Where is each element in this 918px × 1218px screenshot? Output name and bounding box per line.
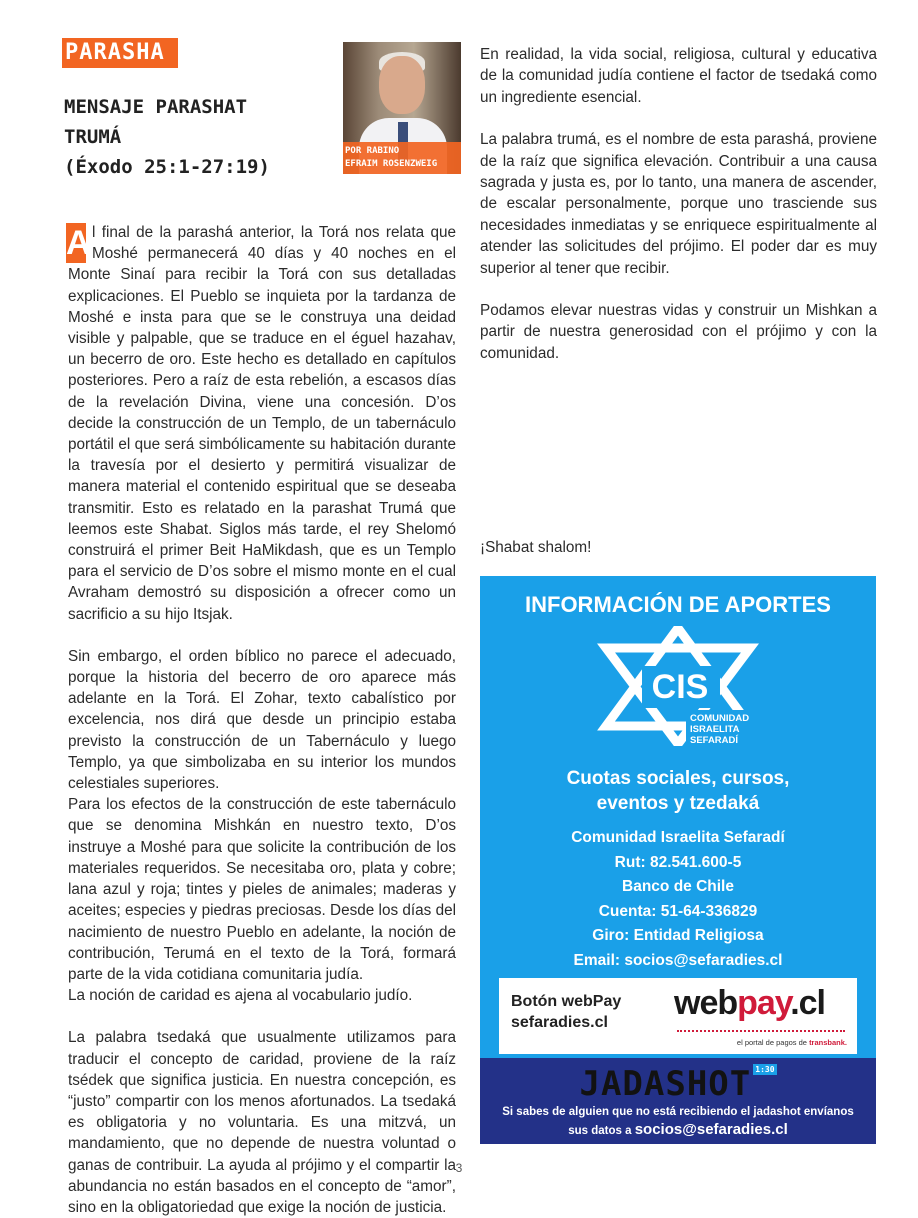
article-column-2 [480,44,877,364]
title-line-2: TRUMÁ [64,126,122,148]
jadashot-logo [480,1064,876,1104]
paragraph-7: La palabra trumá, es el nombre de esta parashá, proviene de la raíz que significa elevación. Contribuir a una causa sagrada y justa es, por lo tanto, una manera de ascender, de escalar personalmente, porque uno trasciende sus necesidades inmediatas y se enriquece espiritualmente al atender las solicitudes del prójimo. El poder dar es muy superior al tener que recibir. [480,131,877,277]
webpay-logo-web: web [674,984,738,1022]
caption-by: POR RABINO [345,146,400,156]
webpay-logo-cl: .cl [790,984,826,1022]
paragraph-3: Para los efectos de la construcción de este tabernáculo que se denomina Mishkán en nuestro texto, D’os instruye a Moshé para que solicite la contribución de los materiales requeridos. Se necesitaba oro, plata y cobre; lana azul y roja; tintes y pieles de animales; maderas y aceites; especies y piedras preciosas. Desde los días del nacimiento de nuestro Pueblo en adelante, la noción de contribución, Terumá en el texto de la Torá, formará parte de la vida cotidiana comunitaria judía. [68,796,456,983]
title-scripture-ref: (Éxodo 25:1-27:19) [64,156,270,178]
paragraph-2: Sin embargo, el orden bíblico no parece el adecuado, porque la historia del becerro de oro aparece más adelante en la Torá. El Zohar, texto cabalístico por excelencia, nos dirá que desde un principio estaba previsto la construcción de un Tabernáculo y luego Templo, ya que simbolizaba en su interior los mundos celestiales superiores. [68,647,456,793]
section-tag: PARASHA [62,38,178,68]
paragraph-4: La noción de caridad es ajena al vocabulario judío. [68,987,413,1005]
webpay-banner[interactable] [499,978,857,1054]
jadashot-message [480,1104,876,1140]
author-photo [343,42,461,174]
subtitle-line-1: Cuotas sociales, cursos, [566,768,790,789]
subtitle-line-2: eventos y tzedaká [596,793,760,814]
logo-sub-2: ISRAELITA [690,724,740,735]
bank-details [480,826,876,973]
webpay-logo [674,984,825,1023]
jadashot-badge: 1:30 [755,1065,775,1074]
webpay-logo-pay: pay [737,984,791,1022]
paragraph-6: En realidad, la vida social, religiosa, cultural y educativa de la comunidad judía contiene el factor de tsedaká como un ingrediente esencial. [480,46,877,106]
bank-name: Banco de Chile [622,878,734,895]
transbank-brand: transbank. [809,1038,847,1047]
webpay-divider [677,1030,845,1032]
cis-logo [590,626,766,746]
jadashot-message-line-2 [480,1121,876,1140]
jadashot-message-prefix: sus datos a [568,1125,635,1137]
business-line: Giro: Entidad Religiosa [592,927,764,944]
donation-heading: INFORMACIÓN DE APORTES [525,592,831,617]
paragraph-5: La palabra tsedaká que usualmente utilizamos para traducir el concepto de caridad, proviene de la raíz tsédek que significa justicia. En nuestra concepción, es “justo” compartir con los menos afortunados. La tsedaká es obligatoria y no voluntaria. Es una mitzvá, un mandamiento, que no depende de nuestra voluntad o ganas de contribuir. La ayuda al prójimo y el compartir la abundancia no están basados en el concepto de “amor”, sino en la obligatoriedad que exige la noción de justicia. [68,1029,456,1216]
caption-author: EFRAIM ROSENZWEIG [345,159,438,169]
webpay-label [511,991,621,1033]
org-name: Comunidad Israelita Sefaradí [571,829,785,846]
photo-caption [343,142,461,174]
closing-greeting: ¡Shabat shalom! [480,539,592,556]
drop-cap: A [66,224,91,262]
webpay-label-2: sefaradies.cl [511,1014,608,1031]
paragraph-1 [68,222,456,625]
donation-subtitle [480,766,876,816]
webpay-tagline [737,1038,847,1047]
account-number: Cuenta: 51-64-336829 [598,902,758,920]
logo-text: CIS [651,668,709,706]
paragraph-8: Podamos elevar nuestras vidas y construir un Mishkan a partir de nuestra generosidad con el prójimo y con la comunidad. [480,302,877,362]
contact-email[interactable]: Email: socios@sefaradies.cl [573,951,783,969]
page-number: 3 [455,1161,463,1175]
paragraph-1-text: l final de la parashá anterior, la Torá nos relata que Moshé permanecerá 40 días y 40 noches en el Monte Sinaí para recibir la Torá con sus detalladas explicaciones. El Pueblo se inquieta por la tardanza de Moshé e insta para que se le construya una deidad visible y palpable, que se traduce en el éguel hazahav, un becerro de oro. Este hecho es detallado en capítulos posteriores. Pero a raíz de esta rebelión, a escasos días de la revelación Divina, viene una concesión. D’os decide la construcción de un Templo, de un tabernáculo portátil el que será simbólicamente su habitación durante la travesía por el desierto y permitirá visualizar de manera material el contenido espiritual que se deseaba transmitir. Esto es relatado en la parashat Trumá que leemos este Shabat. Siglos más tarde, el rey Shelomó construirá el primer Beit HaMikdash, que es un Templo para el servicio de D’os sobre el mismo monte en el cual Avraham demostró su disposición a ofrecer como un sacrificio a su hijo Itsjak. [68,224,456,623]
jadashot-wordmark: JADASHOT [579,1064,752,1104]
logo-sub-1: COMUNIDAD [690,713,750,724]
photo-face [379,56,425,114]
jadashot-message-line-1: Si sabes de alguien que no está recibiendo el jadashot envíanos [502,1106,854,1118]
webpay-label-1: Botón webPay [511,993,622,1010]
rut-number: Rut: 82.541.600-5 [614,853,742,871]
article-title [64,92,334,182]
logo-sub-3: SEFARADÍ [690,735,739,746]
title-line-1: MENSAJE PARASHAT [64,96,248,118]
donation-info-panel [480,576,876,1144]
jadashot-footer [480,1058,876,1144]
article-column-1 [68,222,456,1218]
jadashot-email[interactable]: socios@sefaradies.cl [634,1121,788,1138]
webpay-tagline-text: el portal de pagos de [736,1038,807,1047]
